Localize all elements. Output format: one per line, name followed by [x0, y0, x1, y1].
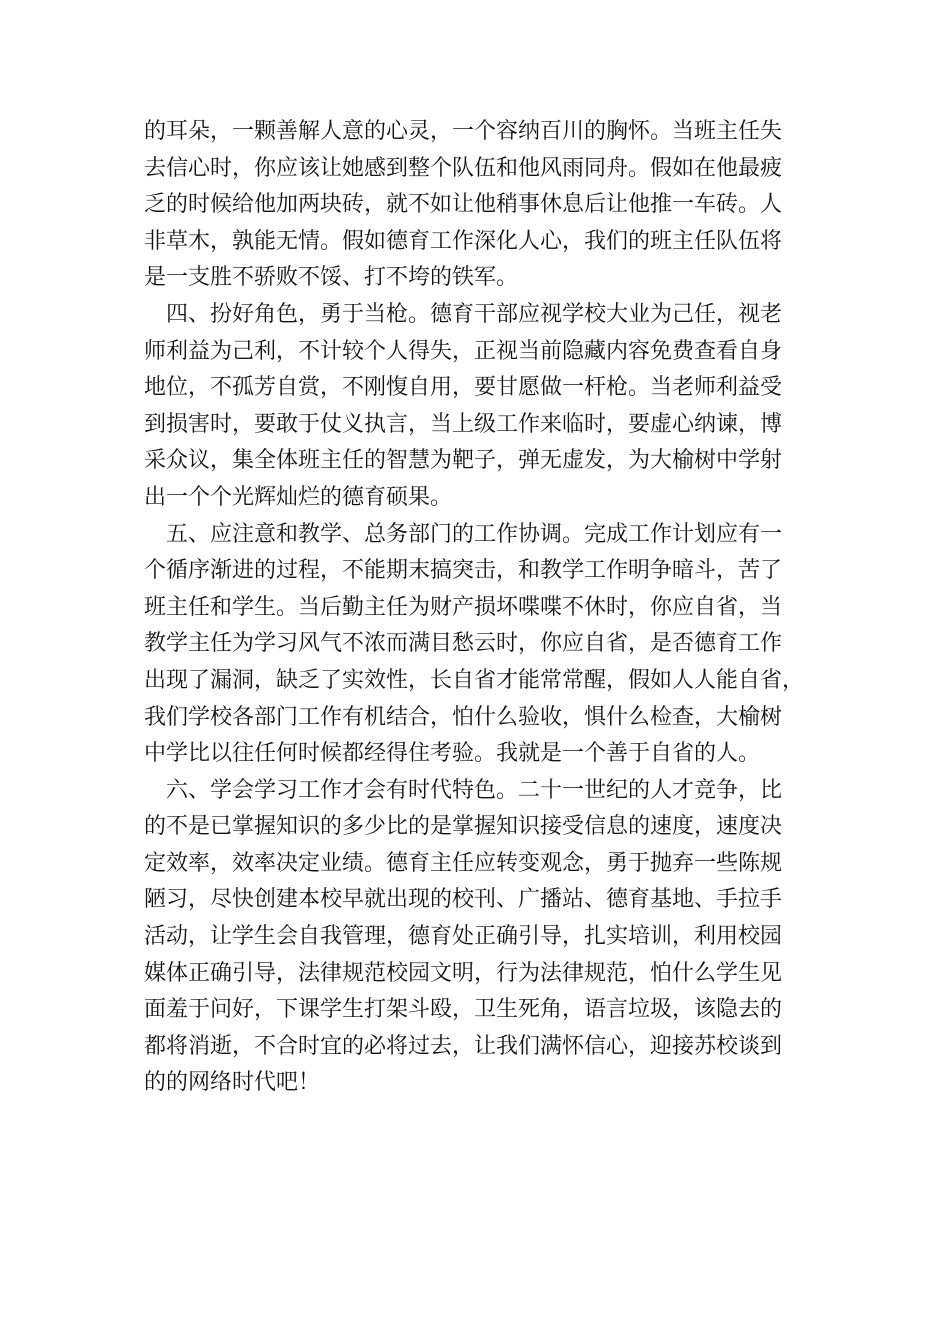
text-line: 的的网络时代吧！	[144, 1070, 321, 1096]
text-line: 的耳朵，一颗善解人意的心灵，一个容纳百川的胸怀。当班主任失	[144, 119, 783, 144]
text-line: 出现了漏洞，缺乏了实效性，长自省才能常常醒，假如人人能自省，	[144, 667, 805, 693]
text-line: 五、应注意和教学、总务部门的工作协调。完成工作计划应有一	[144, 521, 783, 547]
text-line: 非草木，孰能无情。假如德育工作深化人心，我们的班主任队伍将	[144, 228, 783, 254]
text-line: 面羞于问好，下课学生打架斗殴，卫生死角，语言垃圾，该隐去的	[144, 997, 783, 1023]
text-line: 个循序渐进的过程，不能期末搞突击，和教学工作明争暗斗，苦了	[144, 558, 783, 584]
text-line: 出一个个光辉灿烂的德育硕果。	[144, 484, 453, 510]
text-line: 乏的时候给他加两块砖，就不如让他稍事休息后让他推一车砖。人	[144, 192, 783, 218]
text-line: 活动，让学生会自我管理，德育处正确引导，扎实培训，利用校园	[144, 924, 783, 950]
text-line: 四、扮好角色，勇于当枪。德育干部应视学校大业为己任，视老	[144, 301, 783, 327]
text-line: 师利益为己利，不计较个人得失，正视当前隐藏内容免费查看自身	[144, 338, 783, 364]
text-line: 定效率，效率决定业绩。德育主任应转变观念，勇于抛弃一些陈规	[144, 850, 783, 876]
text-line: 的不是已掌握知识的多少比的是掌握知识接受信息的速度，速度决	[144, 814, 783, 840]
text-line: 地位，不孤芳自赏，不刚愎自用，要甘愿做一杆枪。当老师利益受	[144, 375, 783, 401]
text-line: 我们学校各部门工作有机结合，怕什么验收，惧什么检查，大榆树	[144, 704, 783, 730]
text-line: 都将消逝，不合时宜的必将过去，让我们满怀信心，迎接苏校谈到	[144, 1033, 783, 1059]
text-line: 班主任和学生。当后勤主任为财产损坏喋喋不休时，你应自省，当	[144, 594, 783, 620]
text-line: 去信心时，你应该让她感到整个队伍和他风雨同舟。假如在他最疲	[144, 155, 783, 181]
text-line: 六、学会学习工作才会有时代特色。二十一世纪的人才竞争，比	[144, 777, 783, 803]
text-line: 是一支胜不骄败不馁、打不垮的铁军。	[144, 265, 519, 291]
text-line: 教学主任为学习风气不浓而满目愁云时，你应自省，是否德育工作	[144, 631, 783, 657]
text-line: 采众议，集全体班主任的智慧为靶子，弹无虚发，为大榆树中学射	[144, 448, 783, 474]
text-line: 中学比以往任何时候都经得住考验。我就是一个善于自省的人。	[144, 741, 761, 767]
document-body-text	[144, 114, 824, 1102]
text-line: 到损害时，要敢于仗义执言，当上级工作来临时，要虚心纳谏，博	[144, 411, 783, 437]
text-line: 陋习，尽快创建本校早就出现的校刊、广播站、德育基地、手拉手	[144, 887, 783, 913]
text-line: 媒体正确引导，法律规范校园文明，行为法律规范，怕什么学生见	[144, 960, 783, 986]
